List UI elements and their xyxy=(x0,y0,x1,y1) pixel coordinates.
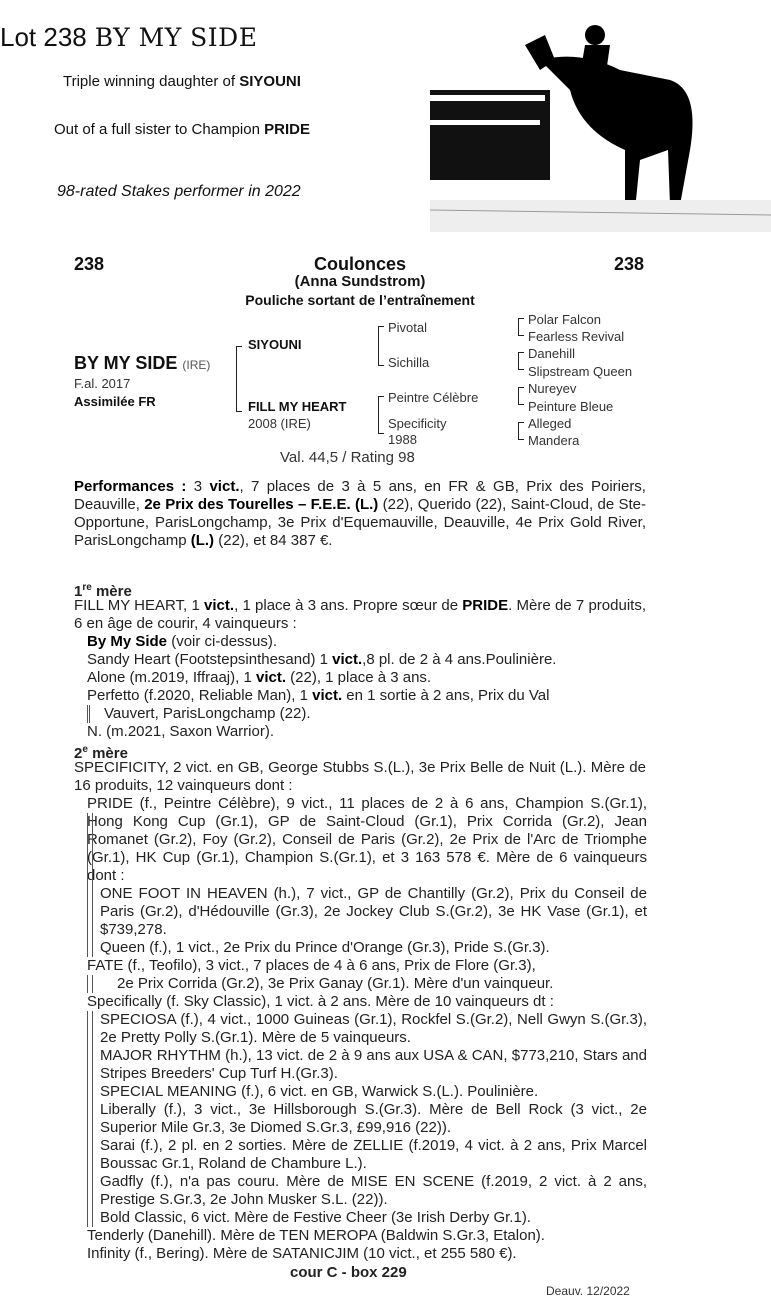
bracket-5 xyxy=(518,352,524,370)
special-meaning-entry: SPECIAL MEANING (f.), 6 vict. en GB, Warwick S.(L.). Poulinière. xyxy=(100,1083,539,1100)
tagline-1: Triple winning daughter of SIYOUNI xyxy=(63,73,301,90)
family-bar-1 xyxy=(87,813,93,957)
racehorse-photo xyxy=(430,0,771,232)
infinity-entry: Infinity (f., Bering). Mère de SATANICJIM (10 vict., et 255 580 €). xyxy=(87,1245,517,1262)
queen-entry: Queen (f.), 1 vict., 2e Prix du Prince d'Orange (Gr.3), Pride S.(Gr.3). xyxy=(100,939,550,956)
bracket-7 xyxy=(518,422,524,440)
bold-classic-entry: Bold Classic, 6 vict. Mère de Festive Cheer (3e Irish Derby Gr.1). xyxy=(100,1209,531,1226)
sd: Sichilla xyxy=(388,355,430,370)
dds: Alleged xyxy=(528,416,572,431)
lot-number-right: 238 xyxy=(614,254,645,274)
dam: FILL MY HEART xyxy=(248,399,347,414)
first-dam-text: FILL MY HEART, 1 vict., 1 place à 3 ans. Propre sœur de PRIDE. Mère de 7 produits, 6 en âge de courir, 4 vainqueurs : xyxy=(74,597,646,632)
produce-2: Sandy Heart (Footstepsinthesand) 1 vict.,8 pl. de 2 à 4 ans.Poulinière. xyxy=(87,651,557,668)
training-note: Pouliche sortant de l’entraînement xyxy=(245,292,475,308)
ofih-entry: ONE FOOT IN HEAVEN (h.), 7 vict., GP de Chantilly (Gr.2), Prix du Conseil de Paris (Gr.2), d'Hédouville (Gr.3), 2e Jockey Club S.(Gr.2), 3e HK Vase (Gr.1), et $739,278. xyxy=(100,885,647,938)
box-location: cour C - box 229 xyxy=(290,1264,407,1281)
consignor-block xyxy=(200,255,520,309)
gadfly-entry: Gadfly (f.), n'a pas couru. Mère de MISE EN SCENE (f.2019, 2 vict. à 2 ans, Prestige S.Gr.3, 2e John Musker S.L. (22)). xyxy=(100,1173,647,1208)
major-rhythm-entry: MAJOR RHYTHM (h.), 13 vict. de 2 à 9 ans aux USA & CAN, $773,210, Stars and Stripes Breeders' Cup Turf H.(Gr.3). xyxy=(100,1047,647,1082)
ss: Pivotal xyxy=(388,320,428,335)
speciosa-entry: SPECIOSA (f.), 4 vict., 1000 Guineas (Gr.1), Rockfel S.(Gr.2), Nell Gwyn S.(Gr.3), 2e Pretty Polly S.(Gr.1). Mère de 5 vainqueurs. xyxy=(100,1011,647,1046)
rating: Val. 44,5 / Rating 98 xyxy=(280,449,415,466)
dss: Nureyev xyxy=(528,381,577,396)
bracket-4 xyxy=(518,318,524,336)
horse-name-title: BY MY SIDE xyxy=(94,23,258,52)
sdd: Slipstream Queen xyxy=(528,364,633,379)
bracket-6 xyxy=(518,387,524,405)
agent: (Anna Sundstrom) xyxy=(294,273,426,290)
tagline-3: 98-rated Stakes performer in 2022 xyxy=(57,183,301,200)
bracket-2 xyxy=(378,326,384,366)
produce-3: Alone (m.2019, Iffraaj), 1 vict. (22), 1 place à 3 ans. xyxy=(87,669,432,686)
foaled: F.al. 2017 xyxy=(74,376,131,391)
tagline-2: Out of a full sister to Champion PRIDE xyxy=(54,121,310,138)
horse-name: BY MY SIDE (IRE) xyxy=(74,353,211,373)
family-bar-2 xyxy=(87,975,93,993)
sarai-entry: Sarai (f.), 2 pl. en 2 sorties. Mère de ZELLIE (f.2019, 4 vict. à 2 ans, Prix Marcel Boussac Gr.1, Roland de Chambure L.). xyxy=(100,1137,647,1172)
second-dam-intro: SPECIFICITY, 2 vict. en GB, George Stubbs S.(L.), 3e Prix Belle de Nuit (L.). Mère de 16 produits, 12 vainqueurs dont : xyxy=(74,759,646,794)
liberally-entry: Liberally (f.), 3 vict., 3e Hillsborough S.(Gr.3). Mère de Bell Rock (3 vict., 2e Superior Mile Gr.3, 3e Diomed S.Gr.3, £99,916 (22)). xyxy=(100,1101,647,1136)
first-dam-heading: 1re mère xyxy=(74,582,132,600)
dd-year: 1988 xyxy=(388,432,417,447)
lot-number-left: 238 xyxy=(74,254,105,274)
ssd: Fearless Revival xyxy=(528,329,625,344)
produce-1: By My Side (voir ci-dessus). xyxy=(87,633,278,650)
family-bar-3 xyxy=(87,1011,93,1227)
produce-4: Perfetto (f.2020, Reliable Man), 1 vict. en 1 sortie à 2 ans, Prix du Val xyxy=(87,687,550,704)
ddd: Mandera xyxy=(528,433,580,448)
performances: Performances : 3 vict., 7 places de 3 à 5 ans, en FR & GB, Prix des Poiriers, Deauville, 2e Prix des Tourelles – F.E.E. (L.) (22), Querido (22), Saint-Cloud, de Ste-Opportune, ParisLongchamp, 3e Prix d'Equemauville, Deauville, 4e Prix Gold River, ParisLongchamp (L.) (22), et 84 387 €. xyxy=(74,478,647,549)
second-dam-heading: 2e mère xyxy=(74,744,128,762)
fate-entry-2: 2e Prix Corrida (Gr.2), 3e Prix Ganay (Gr.1). Mère d'un vainqueur. xyxy=(117,975,554,992)
dd: Specificity xyxy=(388,416,447,431)
sss: Polar Falcon xyxy=(528,312,601,327)
sire: SIYOUNI xyxy=(248,337,302,352)
produce-5: N. (m.2021, Saxon Warrior). xyxy=(87,723,274,740)
produce-4b: Vauvert, ParisLongchamp (22). xyxy=(87,705,311,723)
lot-number: Lot 238 xyxy=(0,22,87,52)
bracket-1 xyxy=(236,346,242,412)
ds: Peintre Célèbre xyxy=(388,390,479,405)
pride-entry: PRIDE (f., Peintre Célèbre), 9 vict., 11 places de 2 à 6 ans, Champion S.(Gr.1), Hong Kong Cup (Gr.1), GP de Saint-Cloud (Gr.1), Prix Corrida (Gr.2), Jean Romanet (Gr.2), Foy (Gr.2), Conseil de Paris (Gr.2), 2e Prix de l'Arc de Triomphe (Gr.1), HK Cup (Gr.1), Champion S.(Gr.1), et 3 163 578 €. Mère de 6 vainqueurs dont : xyxy=(87,795,647,884)
fate-entry: FATE (f., Teofilo), 3 vict., 7 places de 4 à 6 ans, Prix de Flore (Gr.3), xyxy=(87,957,536,974)
dam-year: 2008 (IRE) xyxy=(248,416,311,431)
bracket-3 xyxy=(378,396,384,434)
specifically-entry: Specifically (f. Sky Classic), 1 vict. à 2 ans. Mère de 10 vainqueurs dt : xyxy=(87,993,554,1010)
sds: Danehill xyxy=(528,346,575,361)
consignor: Coulonces xyxy=(313,254,406,274)
dsd: Peinture Bleue xyxy=(528,399,614,414)
sale-code: Deauv. 12/2022 xyxy=(546,1284,630,1298)
lot-title xyxy=(0,22,257,53)
tenderly-entry: Tenderly (Danehill). Mère de TEN MEROPA (Baldwin S.Gr.3, Etalon). xyxy=(87,1227,545,1244)
status: Assimilée FR xyxy=(74,394,156,409)
